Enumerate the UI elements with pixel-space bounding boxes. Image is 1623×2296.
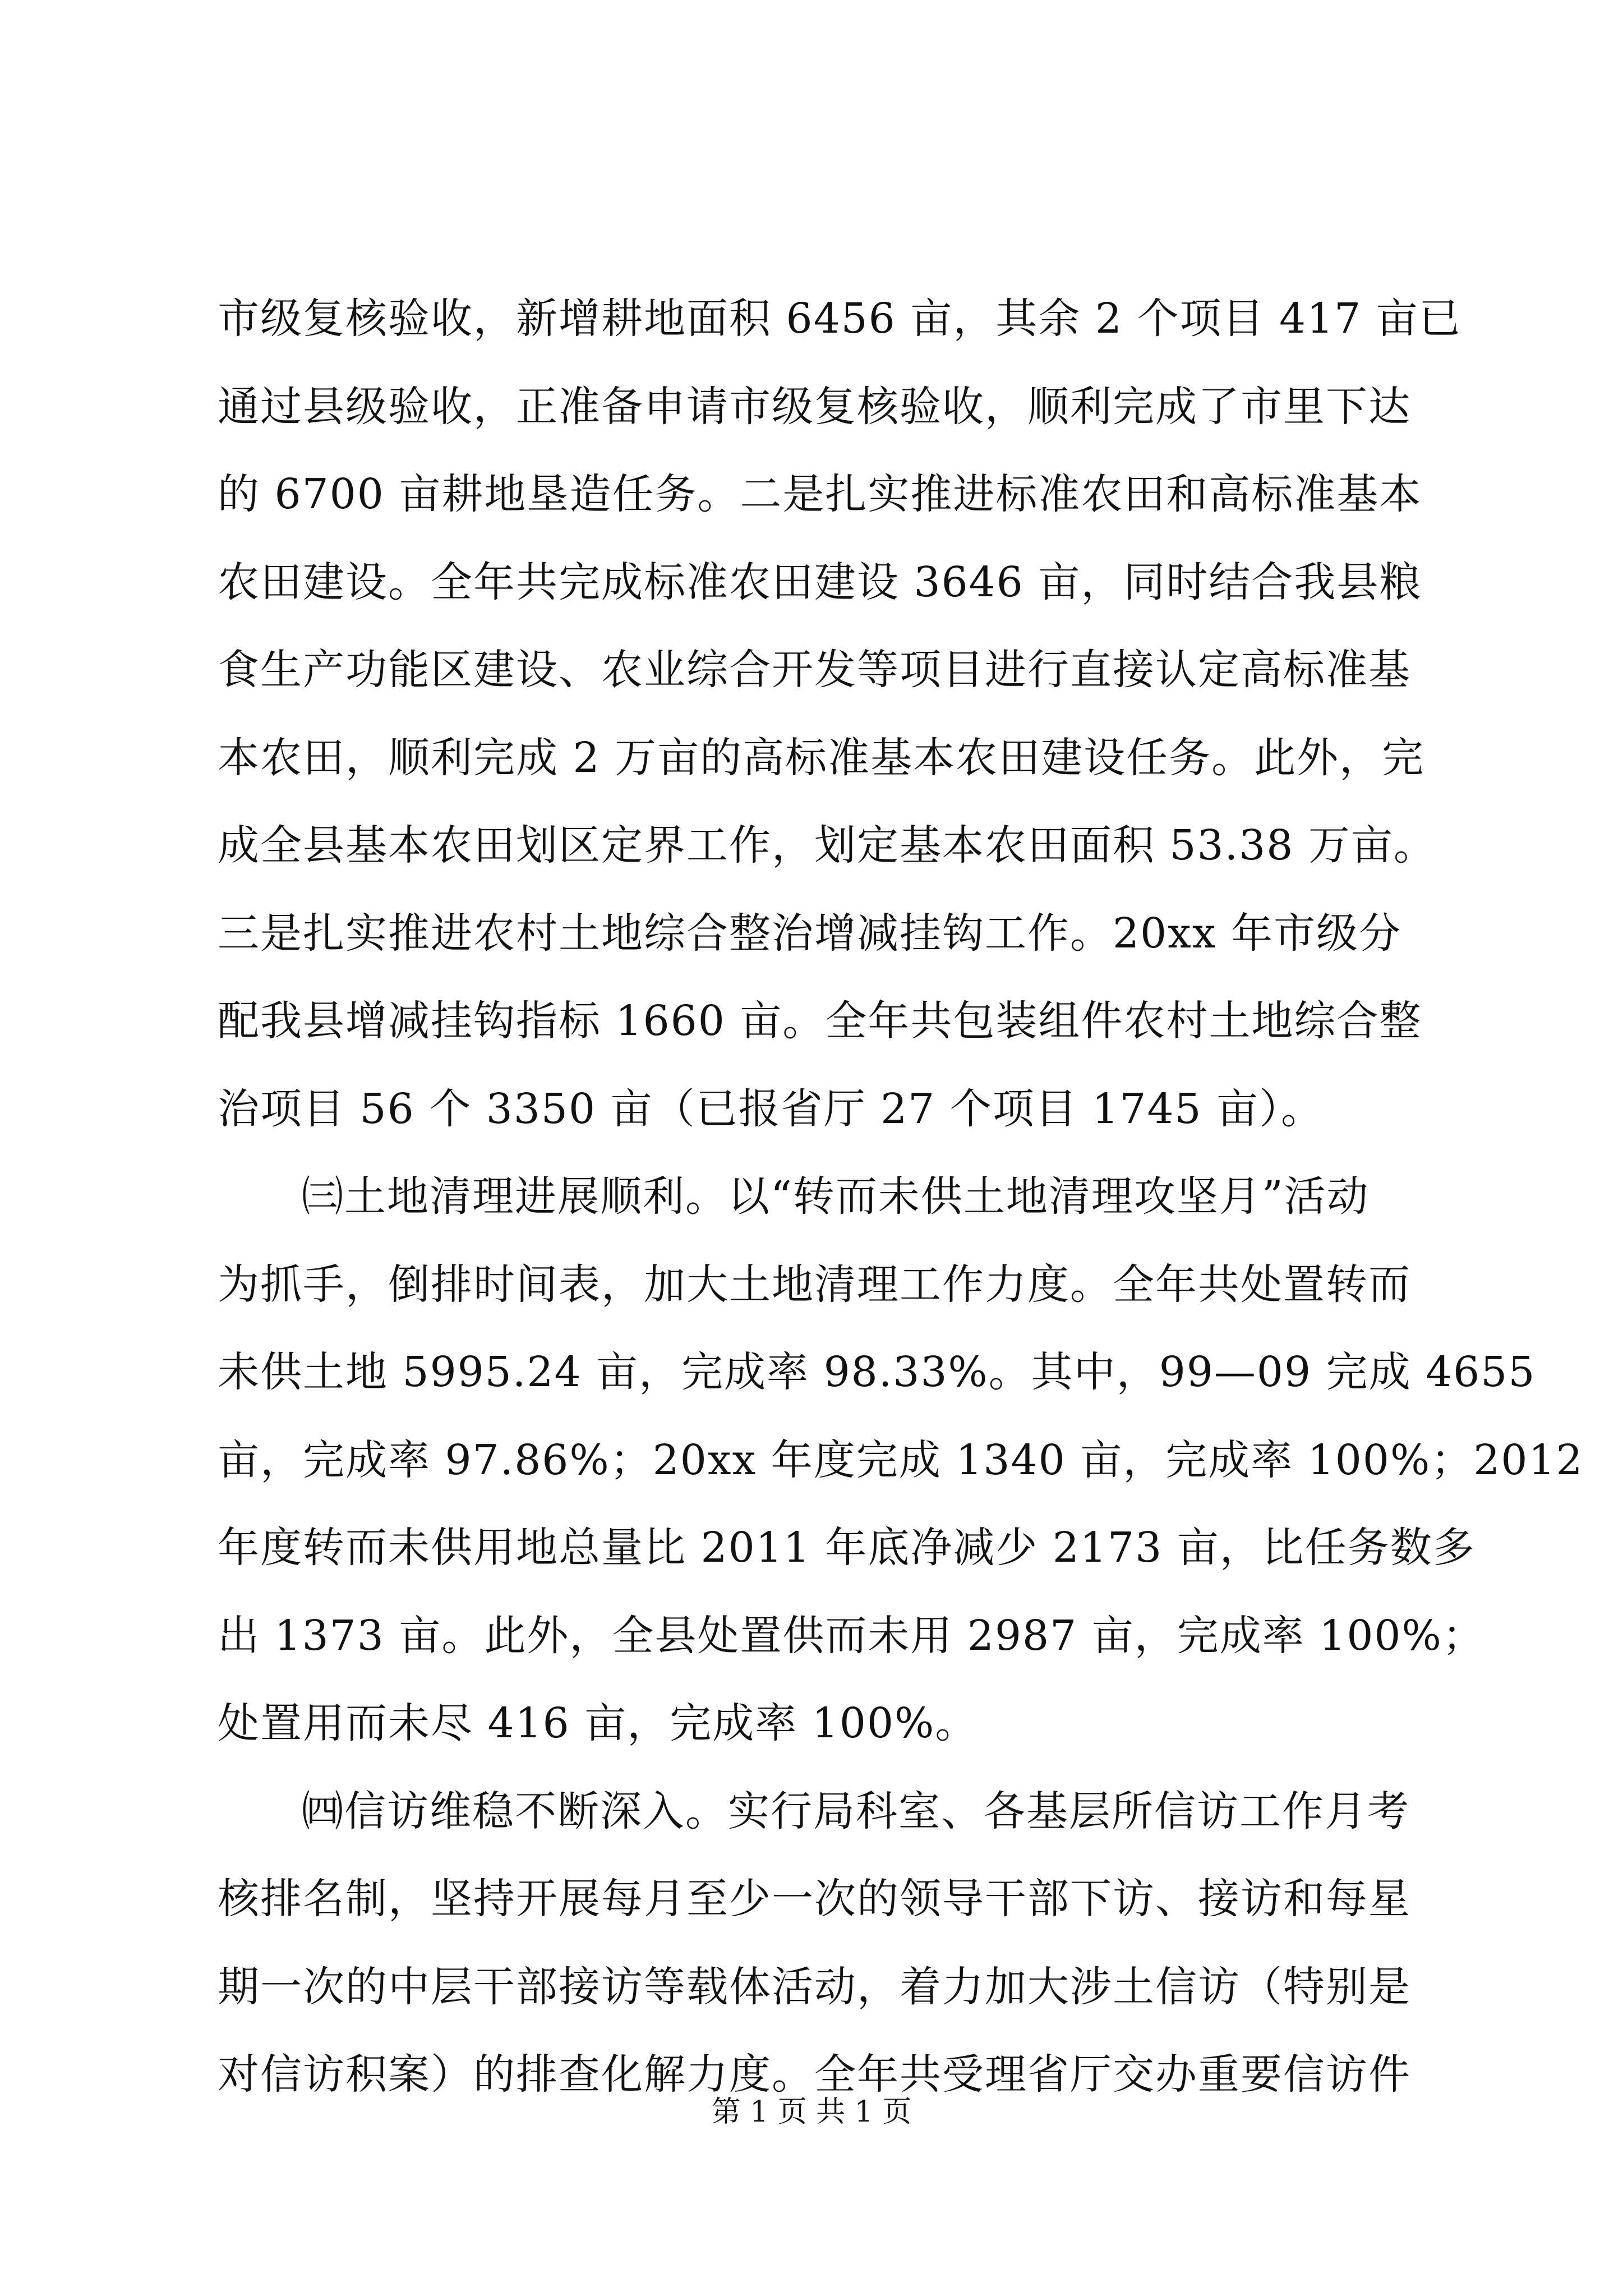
text-line: 食生产功能区建设、农业综合开发等项目进行直接认定高标准基 — [218, 646, 1411, 694]
text-line: 农田建设。全年共完成标准农田建设 3646 亩，同时结合我县粮 — [218, 558, 1422, 606]
text-line: 处置用而未尽 416 亩，完成率 100%。 — [218, 1699, 978, 1747]
text-line: 核排名制，坚持开展每月至少一次的领导干部下访、接访和每星 — [218, 1875, 1411, 1923]
text-line: 配我县增减挂钩指标 1660 亩。全年共包装组件农村土地综合整 — [218, 997, 1422, 1045]
text-line: 通过县级验收，正准备申请市级复核验收，顺利完成了市里下达 — [218, 382, 1411, 431]
paragraph-start-line: ㈢土地清理进展顺利。以“转而未供土地清理攻坚月”活动 — [302, 1172, 1370, 1221]
text-line: 本农田，顺利完成 2 万亩的高标准基本农田建设任务。此外，完 — [218, 733, 1425, 782]
text-line: 市级复核验收，新增耕地面积 6456 亩，其余 2 个项目 417 亩已 — [218, 295, 1461, 343]
text-line: 亩，完成率 97.86%；20xx 年度完成 1340 亩，完成率 100%；2012 — [218, 1435, 1584, 1484]
text-line: 期一次的中层干部接访等载体活动，着力加大涉土信访（特别是 — [218, 1962, 1411, 2011]
text-line: 三是扎实推进农村土地综合整治增减挂钩工作。20xx 年市级分 — [218, 909, 1402, 958]
document-body — [218, 275, 1584, 2119]
text-line: 为抓手，倒排时间表，加大土地清理工作力度。全年共处置转而 — [218, 1260, 1411, 1309]
text-line: 对信访积案）的排查化解力度。全年共受理省厅交办重要信访件 — [218, 2050, 1411, 2099]
text-line: 年度转而未供用地总量比 2011 年底净减少 2173 亩，比任务数多 — [218, 1524, 1476, 1572]
page-number-footer: 第 1 页 共 1 页 — [711, 2095, 912, 2129]
text-line: 的 6700 亩耕地垦造任务。二是扎实推进标准农田和高标准基本 — [218, 470, 1422, 518]
text-line: 治项目 56 个 3350 亩（已报省厅 27 个项目 1745 亩）。 — [218, 1084, 1324, 1133]
paragraph-start-line: ㈣信访维稳不断深入。实行局科室、各基层所信访工作月考 — [302, 1787, 1410, 1835]
text-line: 未供土地 5995.24 亩，完成率 98.33%。其中，99—09 完成 4655 — [218, 1348, 1536, 1396]
text-line: 成全县基本农田划区定界工作，划定基本农田面积 53.38 万亩。 — [218, 821, 1436, 869]
text-line: 出 1373 亩。此外，全县处置供而未用 2987 亩，完成率 100%； — [218, 1611, 1485, 1660]
